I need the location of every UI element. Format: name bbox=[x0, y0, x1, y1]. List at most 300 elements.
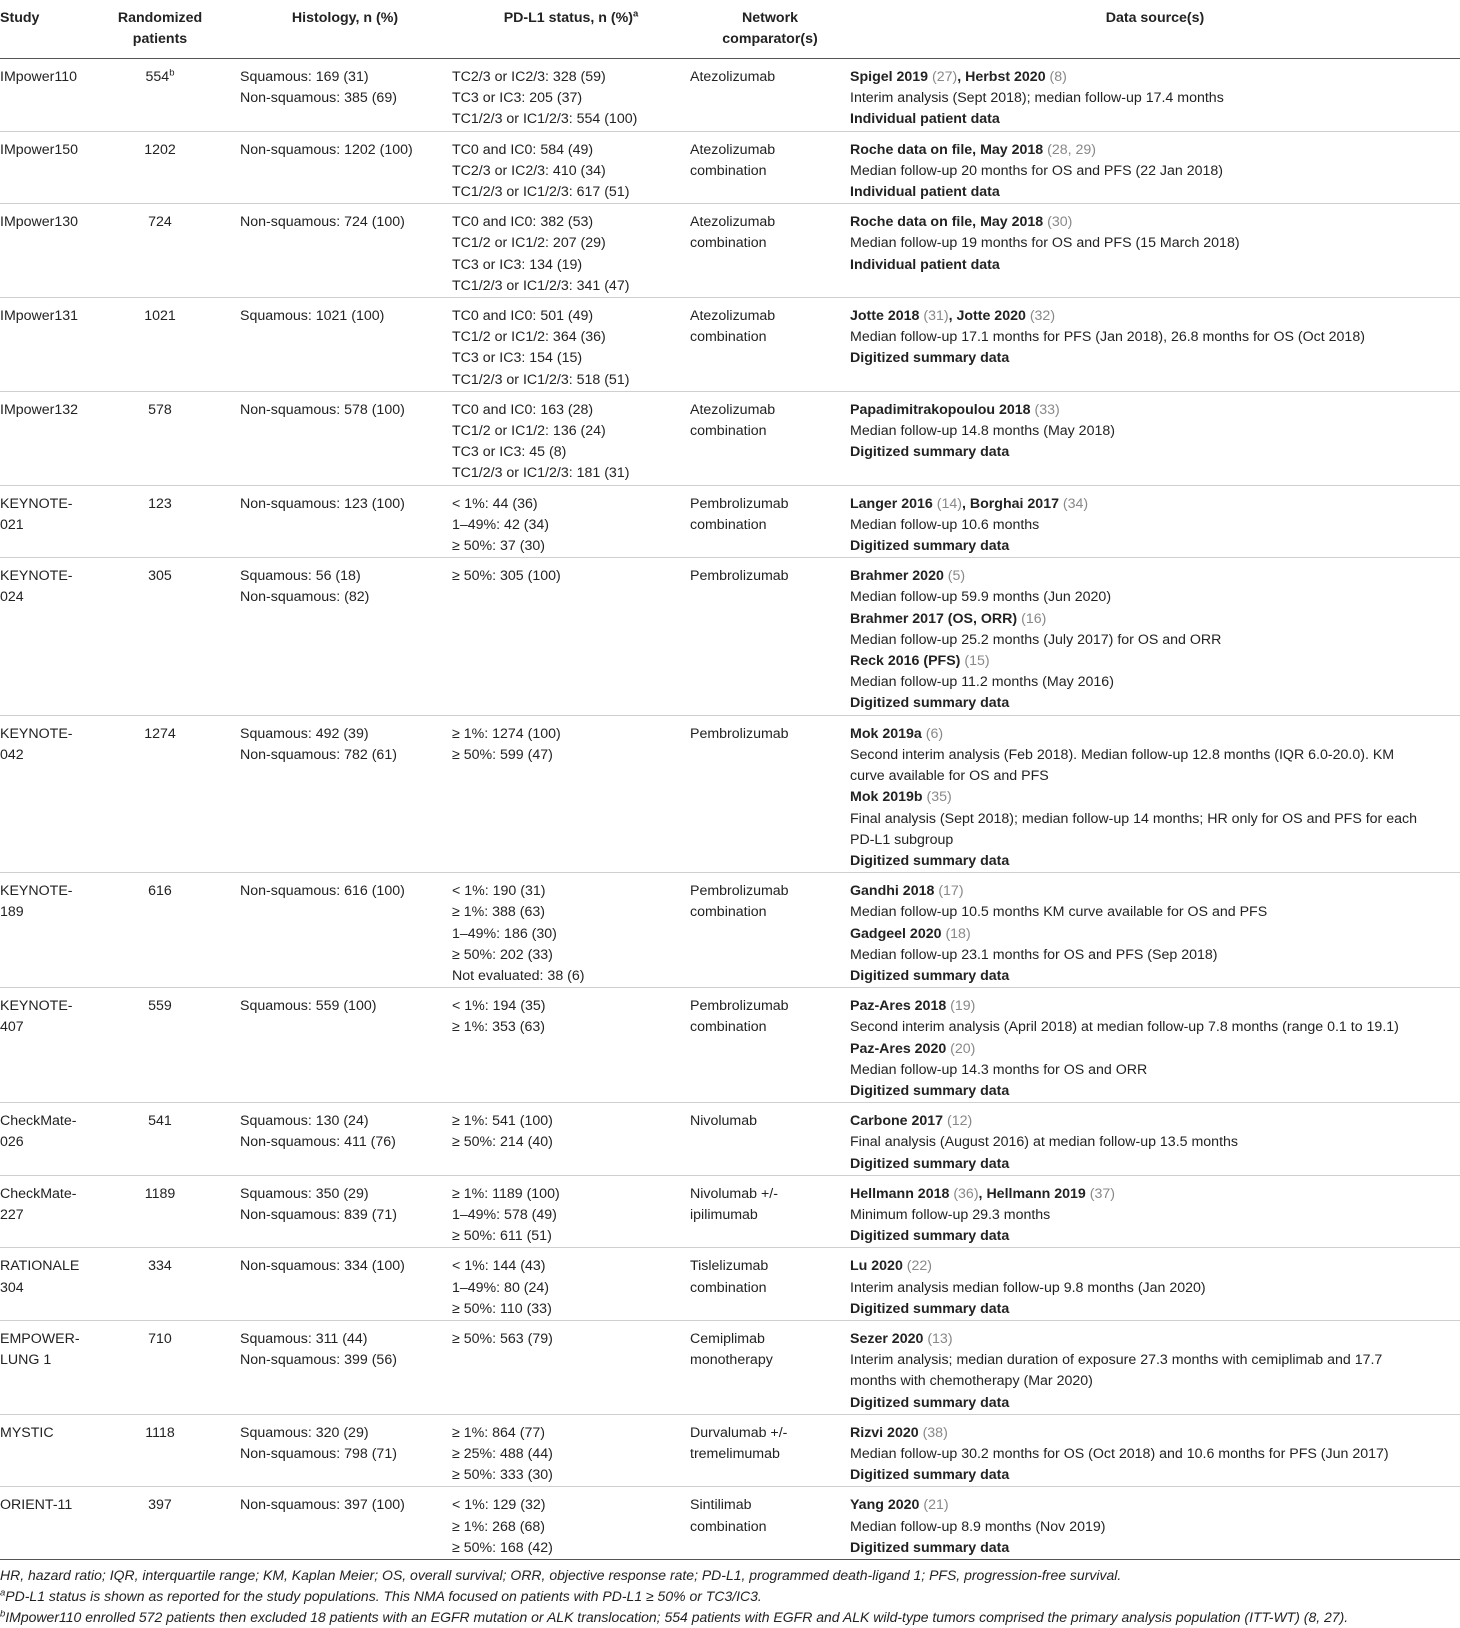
study-name-line: IMpower110 bbox=[0, 69, 78, 85]
comparator-line: combination bbox=[690, 1019, 767, 1036]
table-row bbox=[0, 873, 1460, 988]
comparator-cell bbox=[690, 298, 850, 392]
pdl1-line: ≥ 50%: 333 (30) bbox=[452, 1467, 553, 1484]
source-line bbox=[850, 400, 1460, 421]
pdl1-line: TC1/2 or IC1/2: 364 (36) bbox=[452, 329, 606, 346]
table-row bbox=[0, 298, 1460, 392]
study-cell bbox=[0, 485, 82, 558]
comparator-cell bbox=[690, 1248, 850, 1321]
source-line: curve available for OS and PFS bbox=[850, 768, 1049, 785]
sources-cell bbox=[850, 485, 1460, 558]
pdl1-line: TC0 and IC0: 584 (49) bbox=[452, 141, 594, 158]
sources-cell bbox=[850, 1175, 1460, 1248]
randomized-cell bbox=[82, 1320, 238, 1414]
pdl1-line: TC3 or IC3: 154 (15) bbox=[452, 350, 583, 367]
pdl1-line: ≥ 50%: 202 (33) bbox=[452, 946, 553, 963]
comparator-line: Tislelizumab bbox=[690, 1258, 769, 1275]
comparator-cell bbox=[690, 485, 850, 558]
comparator-cell bbox=[690, 1320, 850, 1414]
comparator-line: ipilimumab bbox=[690, 1206, 758, 1223]
pdl1-line: ≥ 50%: 110 (33) bbox=[452, 1300, 552, 1317]
header-histology: Histology, n (%) bbox=[238, 0, 452, 59]
source-line: Individual patient data bbox=[850, 256, 1000, 273]
pdl1-line: < 1%: 44 (36) bbox=[452, 495, 538, 512]
source-citation: Spigel 2019 bbox=[850, 69, 929, 85]
reference-number: (12) bbox=[943, 1113, 973, 1130]
source-line: Digitized summary data bbox=[850, 538, 1010, 555]
study-cell bbox=[0, 715, 82, 872]
histology-line: Non-squamous: 724 (100) bbox=[240, 214, 405, 231]
histology-cell bbox=[238, 873, 452, 988]
source-line: Median follow-up 30.2 months for OS (Oct 2018) and 10.6 months for PFS (Jun 2017) bbox=[850, 1445, 1389, 1462]
histology-line: Squamous: 311 (44) bbox=[240, 1330, 368, 1347]
reference-number: (20) bbox=[946, 1040, 976, 1057]
header-data-sources: Data source(s) bbox=[850, 0, 1460, 59]
pdl1-line: TC1/2/3 or IC1/2/3: 617 (51) bbox=[452, 184, 630, 201]
histology-cell bbox=[238, 1320, 452, 1414]
histology-line: Non-squamous: 578 (100) bbox=[240, 401, 405, 418]
source-line bbox=[850, 1184, 1460, 1205]
randomized-cell bbox=[82, 1103, 238, 1176]
histology-line: Squamous: 56 (18) bbox=[240, 568, 361, 585]
sources-cell bbox=[850, 988, 1460, 1103]
source-line bbox=[850, 996, 1460, 1017]
source-citation: Langer 2016 bbox=[850, 495, 933, 512]
source-citation: Reck 2016 (PFS) bbox=[850, 653, 961, 670]
randomized-cell bbox=[82, 715, 238, 872]
randomized-count: 334 bbox=[148, 1258, 172, 1275]
reference-number: (35) bbox=[922, 789, 952, 806]
pdl1-line: ≥ 50%: 611 (51) bbox=[452, 1228, 552, 1245]
study-cell bbox=[0, 558, 82, 715]
reference-number: (13) bbox=[923, 1330, 953, 1347]
pdl1-line: TC1/2 or IC1/2: 136 (24) bbox=[452, 423, 606, 440]
pdl1-line: ≥ 50%: 599 (47) bbox=[452, 746, 553, 763]
source-citation: Roche data on file, May 2018 bbox=[850, 141, 1044, 158]
randomized-count: 1021 bbox=[144, 308, 176, 325]
source-line: Digitized summary data bbox=[850, 1228, 1010, 1245]
source-line: Median follow-up 14.3 months for OS and ORR bbox=[850, 1061, 1148, 1078]
table-row bbox=[0, 1320, 1460, 1414]
pdl1-line: < 1%: 129 (32) bbox=[452, 1497, 546, 1514]
source-line: Median follow-up 11.2 months (May 2016) bbox=[850, 674, 1114, 691]
comparator-cell bbox=[690, 204, 850, 298]
pdl1-cell bbox=[452, 131, 690, 204]
source-line: Median follow-up 14.8 months (May 2018) bbox=[850, 423, 1115, 440]
study-name-line: ORIENT-11 bbox=[0, 1497, 73, 1514]
randomized-cell bbox=[82, 204, 238, 298]
randomized-cell bbox=[82, 391, 238, 485]
pdl1-line: ≥ 1%: 388 (63) bbox=[452, 904, 545, 921]
comparator-line: tremelimumab bbox=[690, 1445, 780, 1462]
study-cell bbox=[0, 1487, 82, 1560]
sources-cell bbox=[850, 1248, 1460, 1321]
source-line: Median follow-up 20 months for OS and PFS (22 Jan 2018) bbox=[850, 162, 1224, 179]
study-cell bbox=[0, 391, 82, 485]
study-cell bbox=[0, 1175, 82, 1248]
comparator-line: Pembrolizumab bbox=[690, 725, 789, 742]
source-line: Individual patient data bbox=[850, 111, 1000, 128]
header-randomized: Randomized patients bbox=[82, 0, 238, 59]
pdl1-line: ≥ 50%: 168 (42) bbox=[452, 1539, 553, 1556]
study-name-line: KEYNOTE- bbox=[0, 495, 73, 512]
reference-number: (31) bbox=[919, 308, 949, 325]
randomized-cell bbox=[82, 131, 238, 204]
pdl1-cell bbox=[452, 988, 690, 1103]
pdl1-cell bbox=[452, 873, 690, 988]
randomized-count: 1118 bbox=[145, 1424, 175, 1441]
sources-cell bbox=[850, 873, 1460, 988]
source-citation: Yang 2020 bbox=[850, 1497, 920, 1514]
source-line: Median follow-up 8.9 months (Nov 2019) bbox=[850, 1518, 1106, 1535]
study-name-line: CheckMate- bbox=[0, 1113, 77, 1130]
randomized-count: 305 bbox=[148, 568, 172, 585]
pdl1-cell bbox=[452, 1487, 690, 1560]
source-line bbox=[850, 566, 1460, 587]
histology-cell bbox=[238, 558, 452, 715]
pdl1-line: 1–49%: 578 (49) bbox=[452, 1206, 557, 1223]
reference-number: (27) bbox=[928, 69, 958, 85]
comparator-cell bbox=[690, 988, 850, 1103]
pdl1-line: TC0 and IC0: 163 (28) bbox=[452, 401, 594, 418]
histology-line: Squamous: 320 (29) bbox=[240, 1424, 369, 1441]
comparator-cell bbox=[690, 1414, 850, 1487]
comparator-line: combination bbox=[690, 1518, 767, 1535]
source-line: Final analysis (August 2016) at median follow-up 13.5 months bbox=[850, 1134, 1239, 1151]
comparator-cell bbox=[690, 131, 850, 204]
source-line bbox=[850, 651, 1460, 672]
histology-cell bbox=[238, 485, 452, 558]
source-line: Digitized summary data bbox=[850, 1467, 1010, 1484]
study-name-line: 024 bbox=[0, 589, 24, 606]
study-name-line: IMpower130 bbox=[0, 214, 79, 231]
randomized-cell bbox=[82, 298, 238, 392]
comparator-line: Atezolizumab bbox=[690, 401, 776, 418]
source-line: Median follow-up 23.1 months for OS and PFS (Sep 2018) bbox=[850, 946, 1218, 963]
footnote-a: $^a$PD-L1 status is shown as reported for the study populations. This NMA focused on patients with PD-L1 ≥ 50% or TC3/IC3. bbox=[0, 1587, 762, 1604]
comparator-cell bbox=[690, 59, 850, 132]
pdl1-line: TC1/2 or IC1/2: 207 (29) bbox=[452, 235, 606, 252]
comparator-line: Pembrolizumab bbox=[690, 495, 789, 512]
source-citation: Carbone 2017 bbox=[850, 1113, 944, 1130]
source-line: Digitized summary data bbox=[850, 967, 1010, 984]
randomized-cell bbox=[82, 485, 238, 558]
sources-cell bbox=[850, 715, 1460, 872]
randomized-cell bbox=[82, 59, 238, 132]
source-citation: Jotte 2018 bbox=[850, 308, 920, 325]
source-citation: Mok 2019a bbox=[850, 725, 922, 742]
study-name-line: LUNG 1 bbox=[0, 1352, 52, 1369]
source-citation: Borghai 2017 bbox=[969, 495, 1059, 512]
source-line: Median follow-up 10.6 months bbox=[850, 516, 1040, 533]
source-citation: Brahmer 2017 (OS, ORR) bbox=[850, 610, 1018, 627]
histology-line: Non-squamous: 1202 (100) bbox=[240, 141, 413, 158]
sources-cell bbox=[850, 59, 1460, 132]
reference-number: (16) bbox=[1017, 610, 1047, 627]
table-row bbox=[0, 485, 1460, 558]
reference-number: (17) bbox=[934, 883, 964, 900]
reference-number: (28, 29) bbox=[1043, 141, 1097, 158]
histology-line: Non-squamous: 798 (71) bbox=[240, 1445, 397, 1462]
pdl1-cell bbox=[452, 715, 690, 872]
comparator-line: Atezolizumab bbox=[690, 214, 776, 231]
histology-line: Non-squamous: 385 (69) bbox=[240, 90, 397, 107]
source-citation: Lu 2020 bbox=[850, 1258, 903, 1275]
source-line bbox=[850, 1039, 1460, 1060]
study-name-line: IMpower150 bbox=[0, 141, 79, 158]
comparator-line: combination bbox=[690, 516, 767, 533]
comparator-line: Atezolizumab bbox=[690, 69, 776, 85]
study-name-line: 407 bbox=[0, 1019, 24, 1036]
table-header bbox=[0, 0, 1460, 59]
histology-cell bbox=[238, 204, 452, 298]
source-citation: Sezer 2020 bbox=[850, 1330, 924, 1347]
pdl1-cell bbox=[452, 391, 690, 485]
source-line bbox=[850, 1111, 1460, 1132]
histology-line: Squamous: 492 (39) bbox=[240, 725, 369, 742]
source-citation: Jotte 2020 bbox=[956, 308, 1026, 325]
comparator-cell bbox=[690, 391, 850, 485]
source-line: Second interim analysis (April 2018) at median follow-up 7.8 months (range 0.1 to 19.1) bbox=[850, 1019, 1399, 1036]
study-name-line: 042 bbox=[0, 746, 24, 763]
comparator-cell bbox=[690, 1175, 850, 1248]
pdl1-cell bbox=[452, 298, 690, 392]
comparator-line: Durvalumab +/- bbox=[690, 1424, 788, 1441]
histology-cell bbox=[238, 715, 452, 872]
histology-line: Non-squamous: 399 (56) bbox=[240, 1352, 397, 1369]
comparator-cell bbox=[690, 873, 850, 988]
pdl1-line: ≥ 1%: 864 (77) bbox=[452, 1424, 545, 1441]
sources-cell bbox=[850, 391, 1460, 485]
study-name-line: CheckMate- bbox=[0, 1185, 77, 1202]
reference-number: (15) bbox=[960, 653, 990, 670]
reference-number: (19) bbox=[946, 998, 976, 1015]
randomized-count: 724 bbox=[148, 214, 172, 231]
comparator-line: combination bbox=[690, 423, 767, 440]
study-name-line: 304 bbox=[0, 1279, 24, 1296]
study-cell bbox=[0, 1103, 82, 1176]
reference-number: (8) bbox=[1045, 69, 1067, 85]
pdl1-cell bbox=[452, 1320, 690, 1414]
source-line bbox=[850, 494, 1460, 515]
histology-line: Squamous: 350 (29) bbox=[240, 1185, 369, 1202]
reference-number: (34) bbox=[1058, 495, 1089, 512]
source-line: months with chemotherapy (Mar 2020) bbox=[850, 1373, 1093, 1390]
source-line: Digitized summary data bbox=[850, 1300, 1010, 1317]
study-cell bbox=[0, 131, 82, 204]
randomized-count: 1274 bbox=[144, 725, 176, 742]
pdl1-cell bbox=[452, 1248, 690, 1321]
histology-cell bbox=[238, 1175, 452, 1248]
source-line: Digitized summary data bbox=[850, 852, 1010, 869]
pdl1-line: ≥ 50%: 563 (79) bbox=[452, 1330, 553, 1347]
comparator-line: combination bbox=[690, 235, 767, 252]
study-name-line: MYSTIC bbox=[0, 1424, 54, 1441]
study-cell bbox=[0, 204, 82, 298]
randomized-count: 578 bbox=[148, 401, 172, 418]
histology-cell bbox=[238, 298, 452, 392]
study-name-line: 227 bbox=[0, 1206, 24, 1223]
study-name-line: IMpower132 bbox=[0, 401, 79, 418]
source-line: Individual patient data bbox=[850, 184, 1000, 201]
reference-number: (32) bbox=[1025, 308, 1056, 325]
reference-number: (22) bbox=[902, 1258, 933, 1275]
header-study: Study bbox=[0, 0, 82, 59]
comparator-line: monotherapy bbox=[690, 1352, 773, 1369]
histology-cell bbox=[238, 988, 452, 1103]
source-line: Digitized summary data bbox=[850, 1539, 1010, 1556]
source-line: Median follow-up 10.5 months KM curve available for OS and PFS bbox=[850, 904, 1268, 921]
study-name-line: KEYNOTE- bbox=[0, 568, 73, 585]
source-line: Interim analysis (Sept 2018); median follow-up 17.4 months bbox=[850, 90, 1224, 107]
study-name-line: KEYNOTE- bbox=[0, 998, 73, 1015]
randomized-cell bbox=[82, 1414, 238, 1487]
source-line bbox=[850, 1495, 1460, 1516]
reference-number: (5) bbox=[943, 568, 966, 585]
study-cell bbox=[0, 298, 82, 392]
pdl1-line: ≥ 25%: 488 (44) bbox=[452, 1445, 553, 1462]
reference-number: (21) bbox=[919, 1497, 949, 1514]
footnotes bbox=[0, 1560, 1460, 1628]
table-row bbox=[0, 1487, 1460, 1560]
sources-cell bbox=[850, 298, 1460, 392]
source-citation: Gadgeel 2020 bbox=[850, 925, 942, 942]
footnote-abbreviations: HR, hazard ratio; IQR, interquartile range; KM, Kaplan Meier; OS, overall survival; ORR, objective response rate; PD-L1, programmed death-ligand 1; PFS, progression-free survival. bbox=[0, 1567, 1122, 1583]
reference-number: (36) bbox=[949, 1185, 979, 1202]
comparator-cell bbox=[690, 1487, 850, 1560]
header-network-comparator: Network comparator(s) bbox=[690, 0, 850, 59]
source-separator: , bbox=[957, 69, 966, 85]
source-line: Interim analysis; median duration of exposure 27.3 months with cemiplimab and 17.7 bbox=[850, 1352, 1383, 1369]
comparator-line: combination bbox=[690, 904, 767, 921]
randomized-count: 710 bbox=[148, 1330, 172, 1347]
histology-cell bbox=[238, 131, 452, 204]
comparator-line: Pembrolizumab bbox=[690, 883, 789, 900]
source-line: Median follow-up 59.9 months (Jun 2020) bbox=[850, 589, 1112, 606]
source-line: Digitized summary data bbox=[850, 444, 1010, 461]
histology-line: Non-squamous: 616 (100) bbox=[240, 883, 405, 900]
table-row bbox=[0, 131, 1460, 204]
histology-line: Non-squamous: (82) bbox=[240, 589, 370, 606]
comparator-line: Pembrolizumab bbox=[690, 568, 789, 585]
source-separator: , bbox=[978, 1185, 987, 1202]
source-line bbox=[850, 306, 1460, 327]
pdl1-line: ≥ 1%: 268 (68) bbox=[452, 1518, 545, 1535]
pdl1-line: Not evaluated: 38 (6) bbox=[452, 967, 585, 984]
histology-line: Non-squamous: 334 (100) bbox=[240, 1258, 405, 1275]
source-line: Digitized summary data bbox=[850, 1082, 1010, 1099]
source-citation: Hellmann 2019 bbox=[986, 1185, 1086, 1202]
pdl1-cell bbox=[452, 59, 690, 132]
source-citation: Herbst 2020 bbox=[965, 69, 1046, 85]
histology-cell bbox=[238, 1103, 452, 1176]
histology-line: Non-squamous: 839 (71) bbox=[240, 1206, 397, 1223]
pdl1-line: < 1%: 190 (31) bbox=[452, 883, 546, 900]
source-line: Median follow-up 19 months for OS and PFS (15 March 2018) bbox=[850, 235, 1240, 252]
footnote-marker: b bbox=[169, 67, 175, 79]
comparator-line: Atezolizumab bbox=[690, 308, 776, 325]
study-cell bbox=[0, 1414, 82, 1487]
reference-number: (30) bbox=[1043, 214, 1073, 231]
source-citation: Papadimitrakopoulou 2018 bbox=[850, 401, 1031, 418]
study-cell bbox=[0, 988, 82, 1103]
histology-line: Squamous: 169 (31) bbox=[240, 69, 369, 85]
table-row bbox=[0, 1103, 1460, 1176]
randomized-cell bbox=[82, 1248, 238, 1321]
table-row bbox=[0, 391, 1460, 485]
pdl1-cell bbox=[452, 1103, 690, 1176]
randomized-count: 554 bbox=[145, 69, 170, 85]
randomized-count: 1189 bbox=[144, 1185, 176, 1202]
source-line: Digitized summary data bbox=[850, 695, 1010, 712]
reference-number: (38) bbox=[918, 1424, 948, 1441]
source-line bbox=[850, 881, 1460, 902]
histology-cell bbox=[238, 59, 452, 132]
randomized-cell bbox=[82, 1487, 238, 1560]
source-line: Digitized summary data bbox=[850, 1155, 1010, 1172]
source-line: PD-L1 subgroup bbox=[850, 831, 954, 848]
table-row bbox=[0, 1248, 1460, 1321]
pdl1-line: ≥ 1%: 1274 (100) bbox=[452, 725, 561, 742]
source-line: Digitized summary data bbox=[850, 1394, 1010, 1411]
source-line: Final analysis (Sept 2018); median follow-up 14 months; HR only for OS and PFS for each bbox=[850, 810, 1417, 827]
pdl1-line: TC2/3 or IC2/3: 328 (59) bbox=[452, 69, 606, 85]
source-line bbox=[850, 609, 1460, 630]
pdl1-cell bbox=[452, 558, 690, 715]
study-name-line: RATIONALE bbox=[0, 1258, 80, 1275]
source-citation: Paz-Ares 2018 bbox=[850, 998, 947, 1015]
histology-cell bbox=[238, 1487, 452, 1560]
source-line bbox=[850, 924, 1460, 945]
reference-number: (33) bbox=[1030, 401, 1060, 418]
study-cell bbox=[0, 59, 82, 132]
pdl1-line: 1–49%: 80 (24) bbox=[452, 1279, 550, 1296]
histology-line: Non-squamous: 782 (61) bbox=[240, 746, 397, 763]
histology-line: Squamous: 1021 (100) bbox=[240, 308, 385, 325]
histology-line: Non-squamous: 397 (100) bbox=[240, 1497, 405, 1514]
source-line: Second interim analysis (Feb 2018). Median follow-up 12.8 months (IQR 6.0-20.0). KM bbox=[850, 746, 1395, 763]
pdl1-line: ≥ 1%: 541 (100) bbox=[452, 1113, 553, 1130]
study-name-line: KEYNOTE- bbox=[0, 883, 73, 900]
histology-cell bbox=[238, 391, 452, 485]
sources-cell bbox=[850, 1487, 1460, 1560]
study-name-line: EMPOWER- bbox=[0, 1330, 80, 1347]
pdl1-line: TC2/3 or IC2/3: 410 (34) bbox=[452, 162, 606, 179]
randomized-count: 1202 bbox=[144, 141, 176, 158]
reference-number: (37) bbox=[1085, 1185, 1115, 1202]
pdl1-line: ≥ 50%: 37 (30) bbox=[452, 538, 545, 555]
reference-number: (18) bbox=[941, 925, 971, 942]
study-name-line: IMpower131 bbox=[0, 308, 79, 325]
source-line: Interim analysis median follow-up 9.8 months (Jan 2020) bbox=[850, 1279, 1206, 1296]
comparator-line: Sintilimab bbox=[690, 1497, 752, 1514]
histology-line: Squamous: 559 (100) bbox=[240, 998, 377, 1015]
study-cell bbox=[0, 1320, 82, 1414]
reference-number: (6) bbox=[921, 725, 944, 742]
pdl1-line: TC3 or IC3: 205 (37) bbox=[452, 90, 583, 107]
pdl1-line: ≥ 1%: 1189 (100) bbox=[452, 1185, 560, 1202]
pdl1-cell bbox=[452, 1414, 690, 1487]
pdl1-cell bbox=[452, 1175, 690, 1248]
randomized-cell bbox=[82, 873, 238, 988]
study-name-line: KEYNOTE- bbox=[0, 725, 73, 742]
footnote-b: $^b$IMpower110 enrolled 572 patients then excluded 18 patients with an EGFR mutation or ALK translocation; 554 patients with EGFR and ALK wild-type tumors comprised the primary analysis population (ITT-WT) (8, 27). bbox=[0, 1608, 1349, 1625]
comparator-line: Nivolumab bbox=[690, 1113, 758, 1130]
histology-cell bbox=[238, 1414, 452, 1487]
pdl1-line: TC1/2/3 or IC1/2/3: 554 (100) bbox=[452, 111, 638, 128]
source-line: Minimum follow-up 29.3 months bbox=[850, 1206, 1051, 1223]
source-separator: , bbox=[948, 308, 957, 325]
